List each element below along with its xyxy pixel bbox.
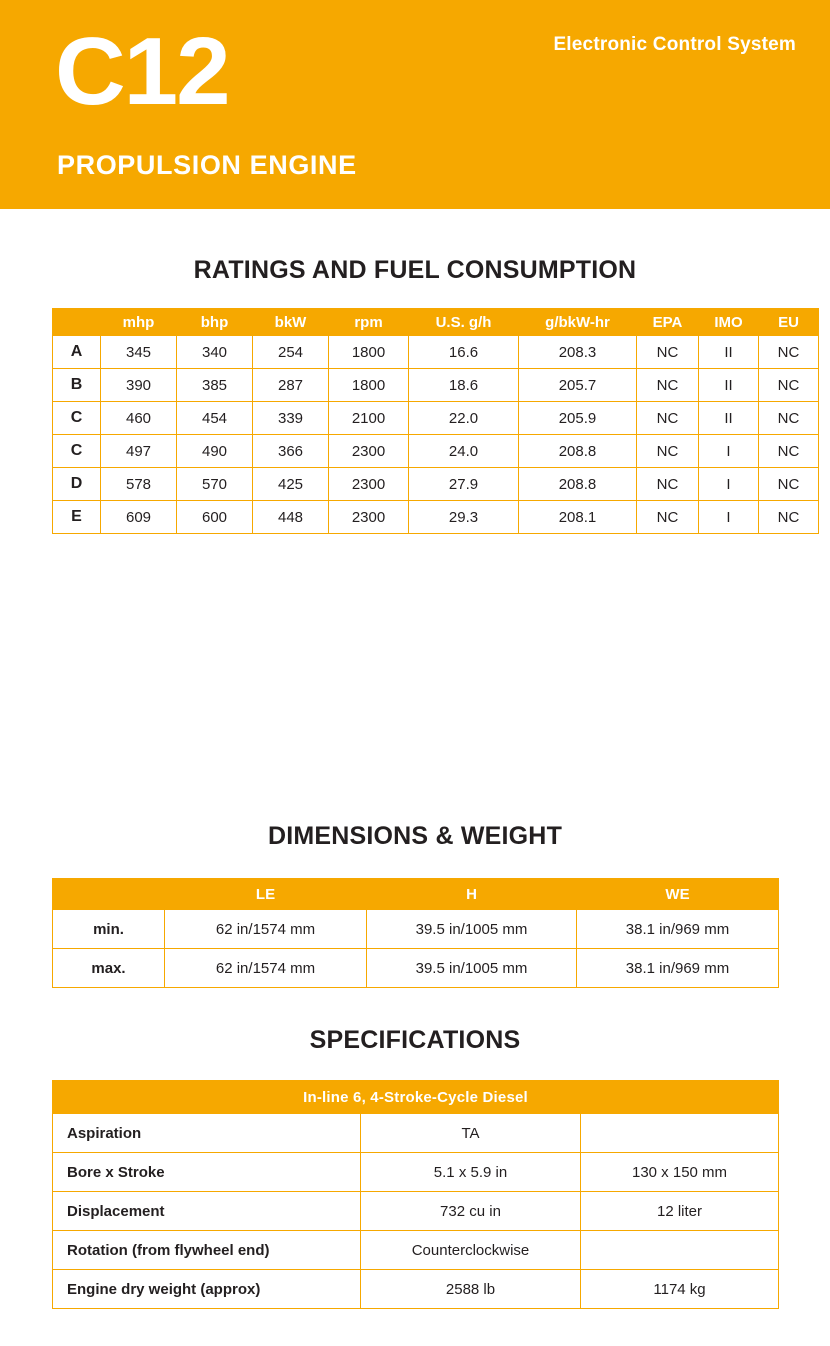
dims-h-value: 39.5 in/1005 mm: [367, 910, 577, 949]
rating-letter: E: [53, 501, 101, 534]
rating-letter: A: [53, 336, 101, 369]
dims-le-value: 62 in/1574 mm: [165, 910, 367, 949]
dims-row-label: min.: [53, 910, 165, 949]
dimensions-table-header: [53, 879, 779, 910]
dims-we-value: 38.1 in/969 mm: [577, 910, 779, 949]
rating-bkw: 339: [253, 402, 329, 435]
ratings-table-header: [53, 309, 819, 336]
rating-mhp: 609: [101, 501, 177, 534]
rating-bkw: 287: [253, 369, 329, 402]
dims-row-label: max.: [53, 949, 165, 988]
rating-mhp: 497: [101, 435, 177, 468]
rating-epa: NC: [637, 369, 699, 402]
table-row: [53, 501, 819, 534]
dimensions-section-title: DIMENSIONS & WEIGHT: [267, 822, 563, 850]
table-row: [53, 1153, 779, 1192]
table-row: [53, 402, 819, 435]
rating-rpm: 2300: [329, 501, 409, 534]
rating-gbkwhr: 205.7: [519, 369, 637, 402]
table-row: [53, 336, 819, 369]
rating-us-gph: 29.3: [409, 501, 519, 534]
rating-eu: NC: [759, 435, 819, 468]
rating-rpm: 1800: [329, 336, 409, 369]
table-header-row: [53, 309, 819, 336]
table-row: [53, 910, 779, 949]
rating-gbkwhr: 205.9: [519, 402, 637, 435]
dimensions-table-wrapper: [52, 878, 779, 988]
spec-label: Rotation (from flywheel end): [53, 1231, 361, 1270]
spec-value-metric: 1174 kg: [581, 1270, 779, 1309]
spec-label: Aspiration: [53, 1114, 361, 1153]
rating-us-gph: 22.0: [409, 402, 519, 435]
dims-col-h: H: [367, 879, 577, 910]
spec-value-imperial: Counterclockwise: [361, 1231, 581, 1270]
rating-imo: I: [699, 501, 759, 534]
specifications-banner-row: [53, 1081, 779, 1114]
rating-imo: II: [699, 336, 759, 369]
rating-letter: D: [53, 468, 101, 501]
dims-h-value: 39.5 in/1005 mm: [367, 949, 577, 988]
rating-epa: NC: [637, 468, 699, 501]
dims-col-we: WE: [577, 879, 779, 910]
ratings-col-bkw: bkW: [253, 309, 329, 336]
spec-value-metric: 12 liter: [581, 1192, 779, 1231]
page-header: [0, 0, 830, 209]
rating-eu: NC: [759, 369, 819, 402]
rating-bkw: 425: [253, 468, 329, 501]
rating-imo: I: [699, 435, 759, 468]
table-row: [53, 1192, 779, 1231]
table-row: [53, 1270, 779, 1309]
table-row: [53, 435, 819, 468]
ratings-table: [52, 308, 819, 534]
engine-configuration-banner: In-line 6, 4-Stroke-Cycle Diesel: [53, 1081, 779, 1114]
rating-rpm: 1800: [329, 369, 409, 402]
engine-type-subtitle: PROPULSION ENGINE: [57, 150, 357, 180]
spec-label: Displacement: [53, 1192, 361, 1231]
dims-we-value: 38.1 in/969 mm: [577, 949, 779, 988]
dims-col-blank: [53, 879, 165, 910]
ratings-table-wrapper: [52, 308, 819, 534]
rating-imo: II: [699, 369, 759, 402]
ratings-col-us-gph: U.S. g/h: [409, 309, 519, 336]
ratings-col-epa: EPA: [637, 309, 699, 336]
ratings-col-blank: [53, 309, 101, 336]
rating-bhp: 600: [177, 501, 253, 534]
rating-imo: I: [699, 468, 759, 501]
spec-value-metric: 130 x 150 mm: [581, 1153, 779, 1192]
rating-eu: NC: [759, 501, 819, 534]
rating-mhp: 578: [101, 468, 177, 501]
rating-gbkwhr: 208.8: [519, 435, 637, 468]
dims-le-value: 62 in/1574 mm: [165, 949, 367, 988]
rating-bhp: 490: [177, 435, 253, 468]
rating-rpm: 2300: [329, 468, 409, 501]
spec-value-imperial: 2588 lb: [361, 1270, 581, 1309]
ratings-col-rpm: rpm: [329, 309, 409, 336]
rating-letter: C: [53, 402, 101, 435]
rating-eu: NC: [759, 402, 819, 435]
dimensions-table: [52, 878, 779, 988]
rating-gbkwhr: 208.1: [519, 501, 637, 534]
specifications-section-title: SPECIFICATIONS: [309, 1026, 521, 1054]
table-row: [53, 1231, 779, 1270]
rating-rpm: 2300: [329, 435, 409, 468]
ratings-section-title: RATINGS AND FUEL CONSUMPTION: [193, 256, 637, 284]
rating-letter: C: [53, 435, 101, 468]
rating-bkw: 366: [253, 435, 329, 468]
spec-value-metric: [581, 1231, 779, 1270]
rating-bhp: 454: [177, 402, 253, 435]
specifications-table-body: [53, 1081, 779, 1309]
rating-us-gph: 16.6: [409, 336, 519, 369]
spec-label: Engine dry weight (approx): [53, 1270, 361, 1309]
rating-eu: NC: [759, 336, 819, 369]
spec-label: Bore x Stroke: [53, 1153, 361, 1192]
ratings-col-gbkwhr: g/bkW-hr: [519, 309, 637, 336]
specifications-table: [52, 1080, 779, 1309]
rating-mhp: 390: [101, 369, 177, 402]
electronic-control-system-label: Electronic Control System: [553, 34, 796, 55]
dimensions-table-body: [53, 910, 779, 988]
rating-eu: NC: [759, 468, 819, 501]
rating-us-gph: 27.9: [409, 468, 519, 501]
ratings-col-eu: EU: [759, 309, 819, 336]
rating-mhp: 345: [101, 336, 177, 369]
rating-mhp: 460: [101, 402, 177, 435]
rating-letter: B: [53, 369, 101, 402]
rating-epa: NC: [637, 336, 699, 369]
rating-gbkwhr: 208.3: [519, 336, 637, 369]
rating-epa: NC: [637, 402, 699, 435]
ratings-table-body: [53, 336, 819, 534]
engine-model-title: C12: [55, 18, 229, 125]
specifications-table-wrapper: [52, 1080, 779, 1309]
rating-us-gph: 18.6: [409, 369, 519, 402]
table-header-row: [53, 879, 779, 910]
table-row: [53, 949, 779, 988]
table-row: [53, 369, 819, 402]
rating-epa: NC: [637, 435, 699, 468]
table-row: [53, 468, 819, 501]
rating-gbkwhr: 208.8: [519, 468, 637, 501]
rating-bhp: 570: [177, 468, 253, 501]
spec-value-imperial: 5.1 x 5.9 in: [361, 1153, 581, 1192]
ratings-col-mhp: mhp: [101, 309, 177, 336]
rating-us-gph: 24.0: [409, 435, 519, 468]
spec-value-metric: [581, 1114, 779, 1153]
table-row: [53, 1114, 779, 1153]
rating-bkw: 254: [253, 336, 329, 369]
rating-bhp: 340: [177, 336, 253, 369]
rating-rpm: 2100: [329, 402, 409, 435]
rating-epa: NC: [637, 501, 699, 534]
rating-bkw: 448: [253, 501, 329, 534]
spec-value-imperial: 732 cu in: [361, 1192, 581, 1231]
ratings-col-bhp: bhp: [177, 309, 253, 336]
rating-bhp: 385: [177, 369, 253, 402]
ratings-col-imo: IMO: [699, 309, 759, 336]
rating-imo: II: [699, 402, 759, 435]
spec-value-imperial: TA: [361, 1114, 581, 1153]
dims-col-le: LE: [165, 879, 367, 910]
